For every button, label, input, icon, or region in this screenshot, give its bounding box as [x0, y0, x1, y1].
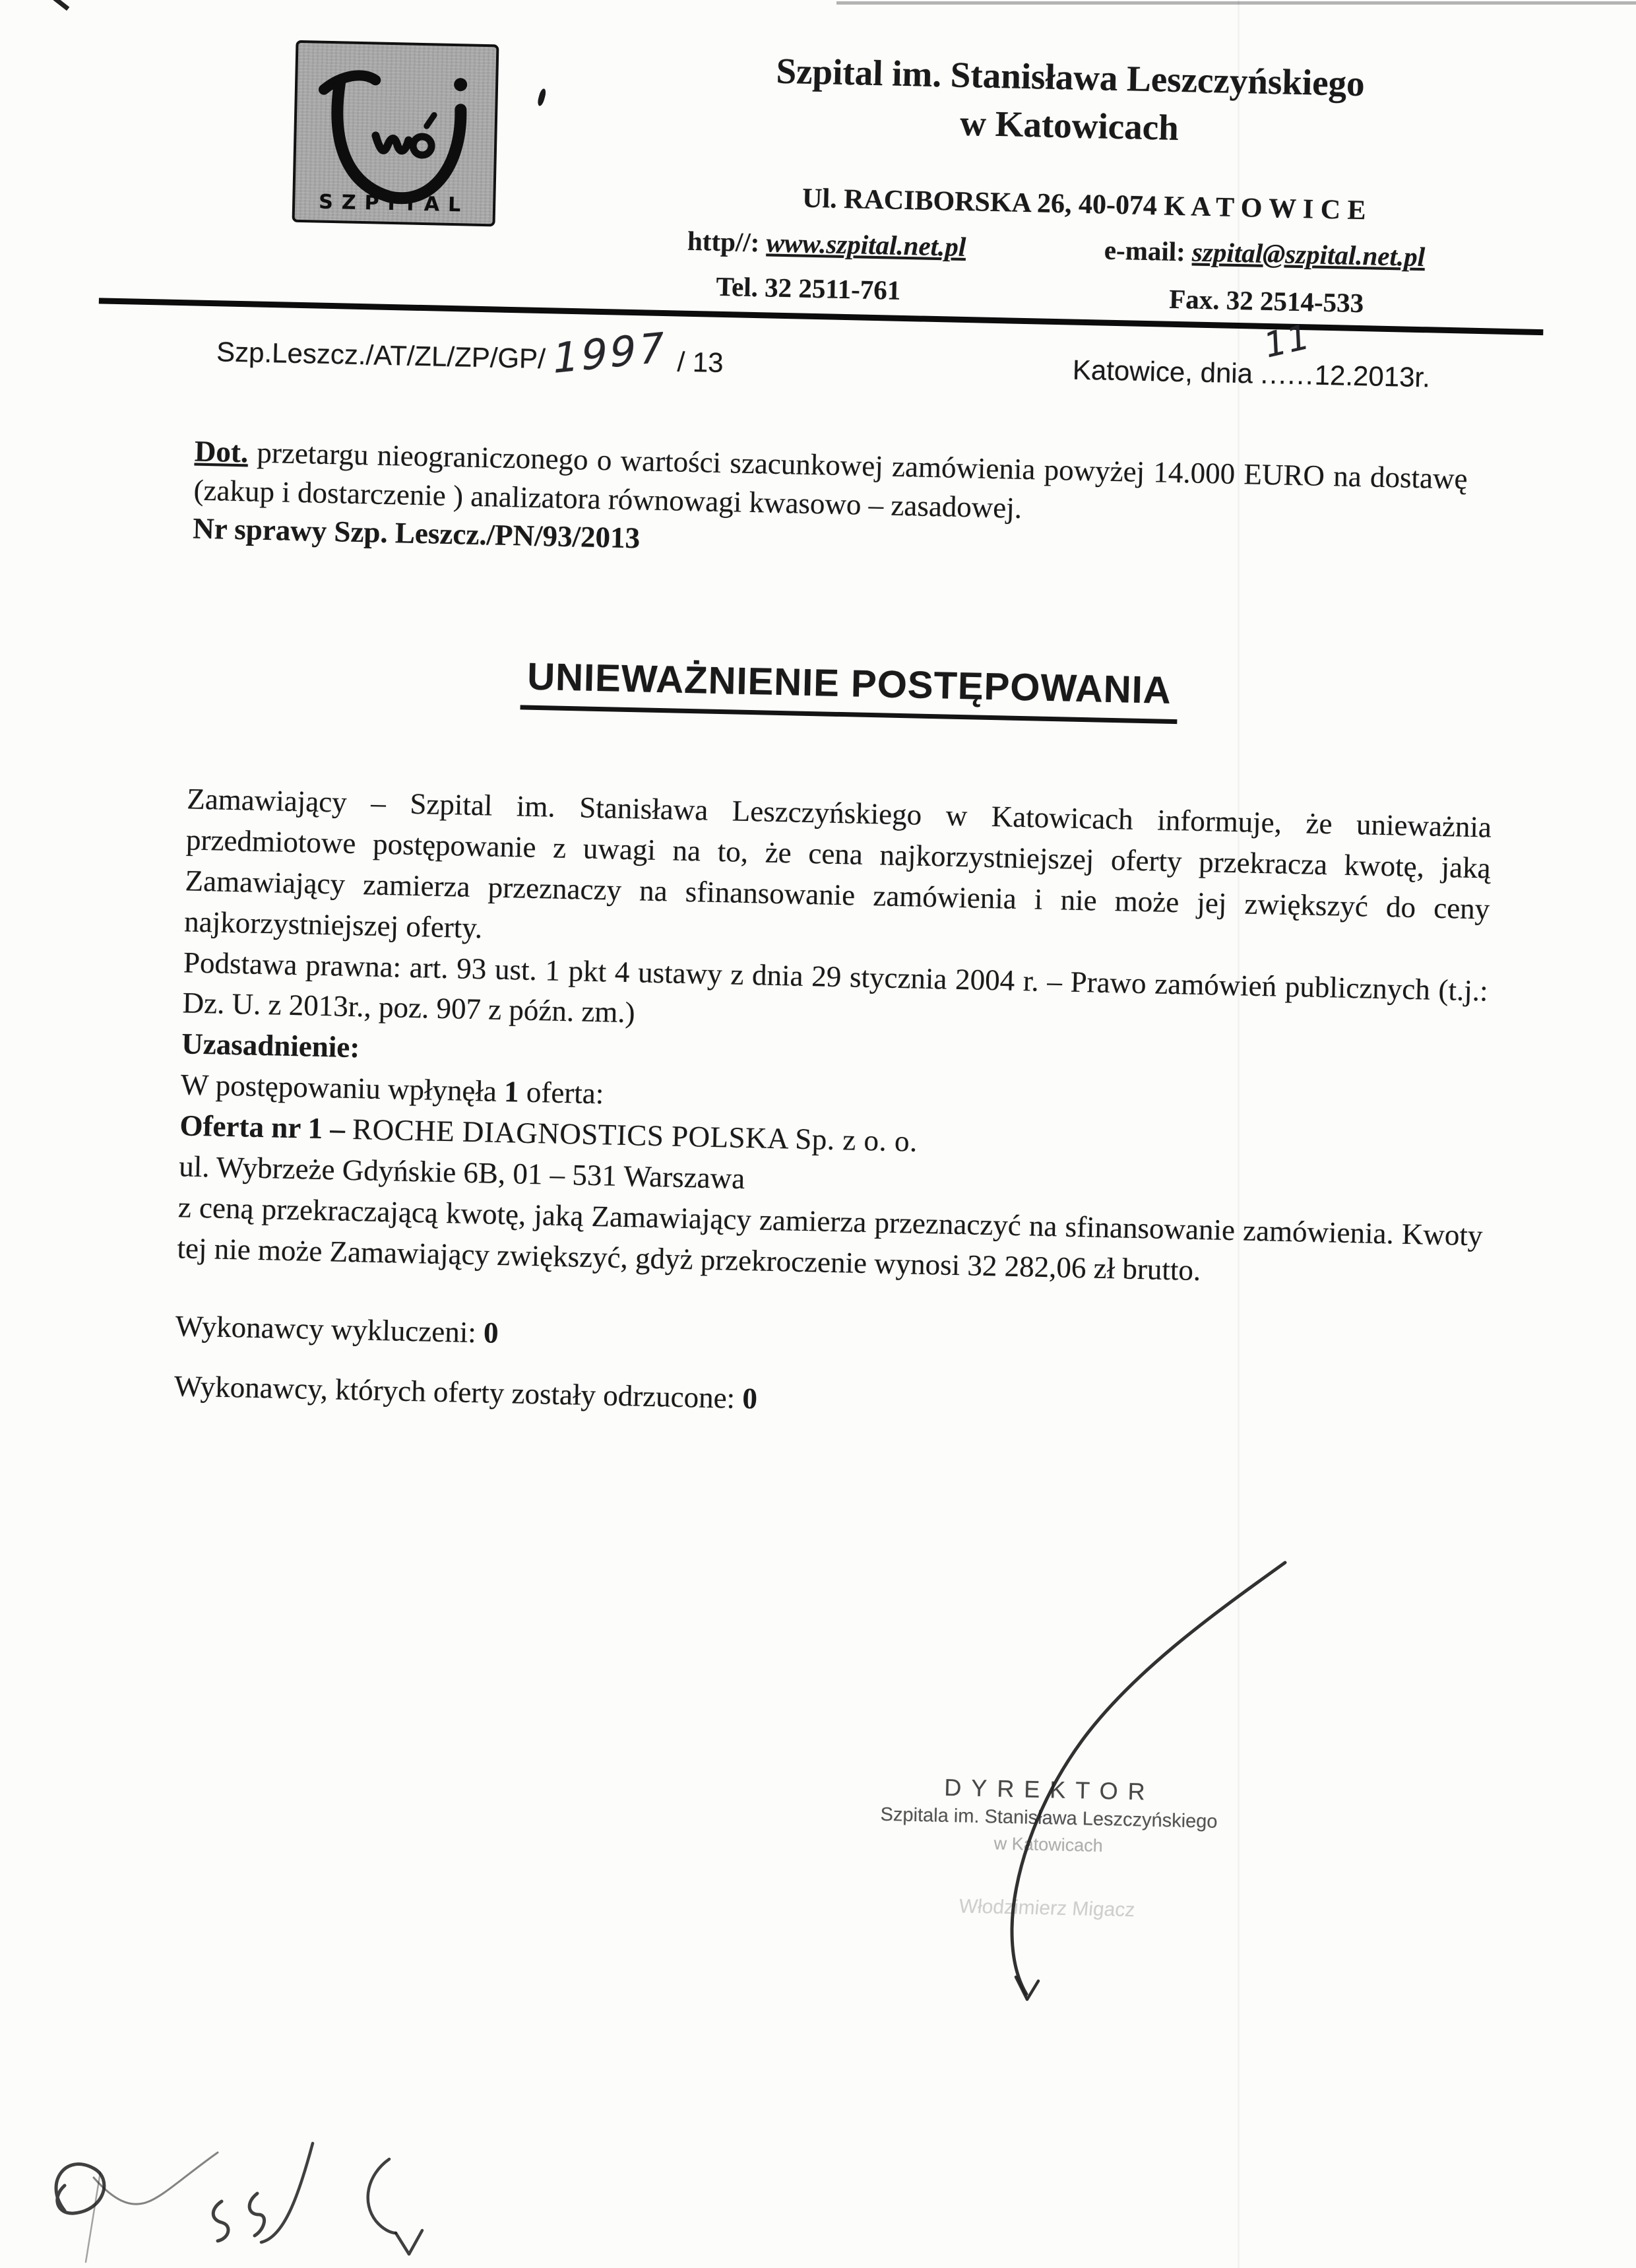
website-label: http//:	[687, 225, 760, 258]
excluded-label: Wykonawcy wykluczeni:	[175, 1309, 477, 1349]
logo-smile-icon	[295, 43, 497, 224]
hospital-name-line2: w Katowicach	[959, 102, 1180, 148]
subject-label: Dot.	[194, 434, 249, 469]
offers-received-prefix: W postępowaniu wpłynęła	[180, 1068, 497, 1108]
offer-1-company: ROCHE DIAGNOSTICS POLSKA Sp. z o. o.	[352, 1113, 918, 1158]
offers-received-count: 1	[503, 1075, 520, 1109]
stamp-org-line2: w Katowicach	[993, 1833, 1104, 1856]
subject-case-ref: Nr sprawy Szp. Leszcz./PN/93/2013	[192, 511, 641, 555]
hospital-address: Ul. RACIBORSKA 26, 40-074 K A T O W I C E	[802, 183, 1367, 226]
handwritten-day: 11	[1263, 316, 1311, 367]
offer-1-address: ul. Wybrzeże Gdyńskie 6B, 01 – 531 Warszawa	[178, 1150, 745, 1195]
email-line	[1104, 234, 1425, 273]
reference-suffix: / 13	[677, 346, 724, 379]
excluded-contractors-line	[175, 1306, 1480, 1375]
place-date-label: Katowice, dnia	[1072, 354, 1253, 389]
director-stamp	[803, 1770, 1294, 1925]
document-body	[173, 779, 1492, 1435]
handwritten-case-number: 1997	[549, 322, 670, 383]
rejected-offers-line	[173, 1367, 1479, 1436]
subject-block	[193, 432, 1468, 576]
date-dotted-blank	[1260, 316, 1315, 391]
scan-artifact-top-line	[836, 1, 1636, 5]
stamp-org-line1: Szpitala im. Stanisława Leszczyńskiego	[880, 1803, 1218, 1832]
logo-caption: SZPITAL	[318, 190, 470, 217]
date-rest: 12.2013r.	[1314, 359, 1431, 393]
rejected-count: 0	[741, 1382, 758, 1415]
website-line	[687, 225, 966, 263]
paragraph-legal-basis: Podstawa prawna: art. 93 ust. 1 pkt 4 ustawy z dnia 29 stycznia 2004 r. – Prawo zamówień publicznych (t.j.: Dz. U. z 2013r., poz. 907 z późn. zm.)	[182, 945, 1489, 1029]
offer-1-details: z ceną przekraczającą kwotę, jaką Zamawiający zamierza przeznaczyć na sfinansowanie zamówienia. Kwoty tej nie może Zamawiający zwiększyć, gdyż przekroczenie wynosi 32 282,06 zł brutto.	[177, 1190, 1484, 1287]
fax-line: Fax. 32 2514-533	[1168, 283, 1364, 319]
logo-j-dot	[454, 78, 467, 91]
scan-artifact-stray-mark	[536, 88, 547, 106]
excluded-count: 0	[483, 1315, 499, 1349]
place-date-line	[1072, 316, 1431, 394]
website-url: www.szpital.net.pl	[766, 227, 966, 262]
date-dots: ......	[1260, 358, 1315, 391]
stamp-role: DYREKTOR	[943, 1773, 1156, 1805]
reference-number	[216, 322, 724, 383]
stamp-signer-name: Włodzimierz Migacz	[958, 1895, 1136, 1922]
offer-1-label: Oferta nr 1 –	[179, 1109, 346, 1146]
hospital-name	[689, 46, 1450, 158]
subject-text: przetargu nieograniczonego o wartości szacunkowej zamówienia powyżej 14.000 EURO na dostawę (zakup i dostarczenie ) analizatora równowagi kwasowo – zasadowej.	[193, 436, 1468, 525]
justification-heading: Uzasadnienie:	[181, 1027, 360, 1064]
phone-line: Tel. 32 2511-761	[716, 271, 901, 306]
reference-code: Szp.Leszcz./AT/ZL/ZP/GP/	[216, 336, 546, 375]
paragraph-cancellation: Zamawiający – Szpital im. Stanisława Leszczyńskiego w Katowicach informuje, że unieważnia przedmiotowe postępowanie z uwagi na to, że cena najkorzystniejszej oferty przekracza kwotę, jaką Zamawiający zamierza przeznaczy na sfinansowanie zamówienia i nie może jej zwiększyć do ceny najkorzystniejszej oferty.	[183, 782, 1492, 944]
email-address: szpital@szpital.net.pl	[1191, 236, 1426, 273]
hospital-logo	[292, 40, 499, 227]
offers-received-suffix: oferta:	[526, 1075, 604, 1111]
document-title	[453, 653, 1246, 725]
email-label: e-mail:	[1104, 234, 1186, 267]
document-title-text: UNIEWAŻNIENIE POSTĘPOWANIA	[520, 654, 1178, 724]
rejected-label: Wykonawcy, których oferty zostały odrzucone:	[173, 1369, 736, 1415]
hospital-name-line1: Szpital im. Stanisława Leszczyńskiego	[775, 50, 1366, 104]
